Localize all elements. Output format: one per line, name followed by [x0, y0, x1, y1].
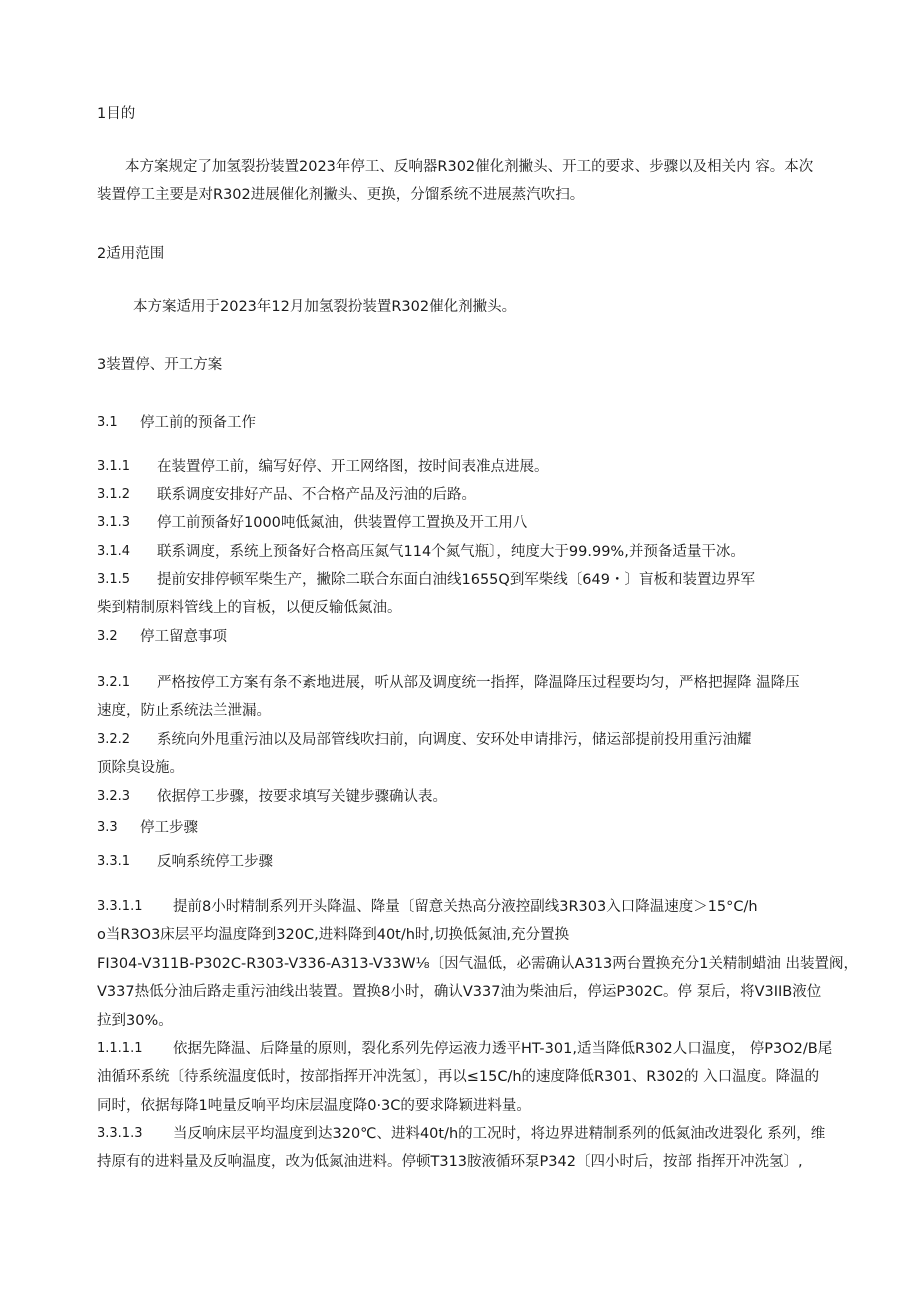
section-title: 停工留意事项 [140, 629, 227, 645]
item-number: 3.1.4 [97, 544, 131, 559]
item-text-cont: 柴到精制原料管线上的盲板，以便反输低氮油。 [97, 600, 402, 616]
item-number: 3.2.2 [97, 732, 131, 747]
item-text: 在装置停工前，编写好停、开工网络图，按时间表准点进展。 [157, 459, 549, 475]
purpose-line-1: 本方案规定了加氢裂扮装置2023年停工、反响器R302催化剂撇头、开工的要求、步骤以及相关内 容。本次 [125, 159, 814, 175]
item-text-cont: FI304-V311B-P302C-R303-V336-A313-V33W⅛〔因气温低，必需确认A313两台置换充分1关精制蜡油 出装置阀， [97, 956, 859, 972]
item-number: 3.1.3 [97, 515, 131, 530]
item-number: 3.3.1.3 [97, 1126, 143, 1141]
item-text: 依据先降温、后降量的原则，裂化系列先停运液力透平HT-301,适当降低R302人口温度， 停P3O2/B尾 [173, 1041, 833, 1057]
item-text: 联系调度安排好产品、不合格产品及污油的后路。 [157, 487, 476, 503]
item-text-cont: 顶除臭设施。 [97, 760, 184, 776]
scope-text: 本方案适用于2023年12月加氢裂扮装置R302催化剂撇头。 [133, 299, 517, 315]
heading-purpose: 1目的 [97, 106, 136, 122]
section-number: 3.1 [97, 415, 118, 430]
item-number: 3.3.1.1 [97, 899, 143, 914]
item-text-cont: 持原有的进料量及反响温度，改为低氮油进料。停顿T313胺液循环泵P342〔四小时后，按部 指挥开冲洗氢〕, [97, 1154, 803, 1170]
item-text: 反响系统停工步骤 [157, 854, 273, 870]
heading-plan: 3装置停、开工方案 [97, 357, 223, 373]
item-text-cont: V337热低分油后路走重污油线出装置。置换8小时，确认V337油为柴油后，停运P302C。停 泵后，将V3IIB液位 [97, 984, 822, 1000]
item-text-cont: 同时，依据每降1吨量反响平均床层温度降0·3C的要求降颖进料量。 [97, 1098, 531, 1114]
item-text: 提前安排停顿军柴生产，撇除二联合东面白油线1655Q到军柴线〔649・〕盲板和装置边界军 [157, 572, 755, 588]
section-number: 3.2 [97, 629, 118, 644]
purpose-line-2: 装置停工主要是对R302进展催化剂撇头、更换，分馏系统不进展蒸汽吹扫。 [97, 187, 585, 203]
item-text-cont: o当R3O3床层平均温度降到320C,进料降到40t∕h时,切换低氮油,充分置换 [97, 927, 570, 943]
item-number: 3.3.1 [97, 854, 131, 869]
item-number: 3.1.2 [97, 487, 131, 502]
item-text: 严格按停工方案有条不紊地进展，听从部及调度统一指挥，降温降压过程要均匀，严格把握降 温降压 [157, 675, 800, 691]
section-title: 停工步骤 [140, 820, 198, 836]
item-text: 联系调度，系统上预备好合格高压氮气114个氮气瓶〕，纯度大于99.99%,并预备适量干冰。 [157, 544, 745, 560]
item-text-cont: 拉到30%。 [97, 1013, 173, 1029]
item-text: 提前8小时精制系列开头降温、降量〔留意关热高分液控副线3R303入口降温速度＞15°C∕h [173, 899, 758, 915]
item-number: 1.1.1.1 [97, 1041, 143, 1056]
item-text-cont: 油循环系统〔待系统温度低时，按部指挥开冲洗氢〕，再以≤15C∕h的速度降低R301、R302的 入口温度。降温的 [97, 1069, 820, 1085]
item-number: 3.1.1 [97, 459, 131, 474]
item-text: 依据停工步骤，按要求填写关键步骤确认表。 [157, 789, 447, 805]
section-number: 3.3 [97, 820, 118, 835]
heading-scope: 2适用范围 [97, 246, 165, 262]
item-number: 3.2.3 [97, 789, 131, 804]
section-title: 停工前的预备工作 [140, 415, 256, 431]
item-text: 当反响床层平均温度到达320℃、进料40t∕h的工况时，将边界进精制系列的低氮油改进裂化 系列，维 [173, 1126, 826, 1142]
item-number: 3.1.5 [97, 572, 131, 587]
item-text: 停工前预备好1000吨低氮油，供装置停工置换及开工用八 [157, 515, 528, 531]
item-text: 系统向外甩重污油以及局部管线吹扫前，向调度、安环处申请排污，储运部提前投用重污油耀 [157, 732, 752, 748]
item-number: 3.2.1 [97, 675, 131, 690]
item-text-cont: 速度，防止系统法兰泄漏。 [97, 703, 271, 719]
